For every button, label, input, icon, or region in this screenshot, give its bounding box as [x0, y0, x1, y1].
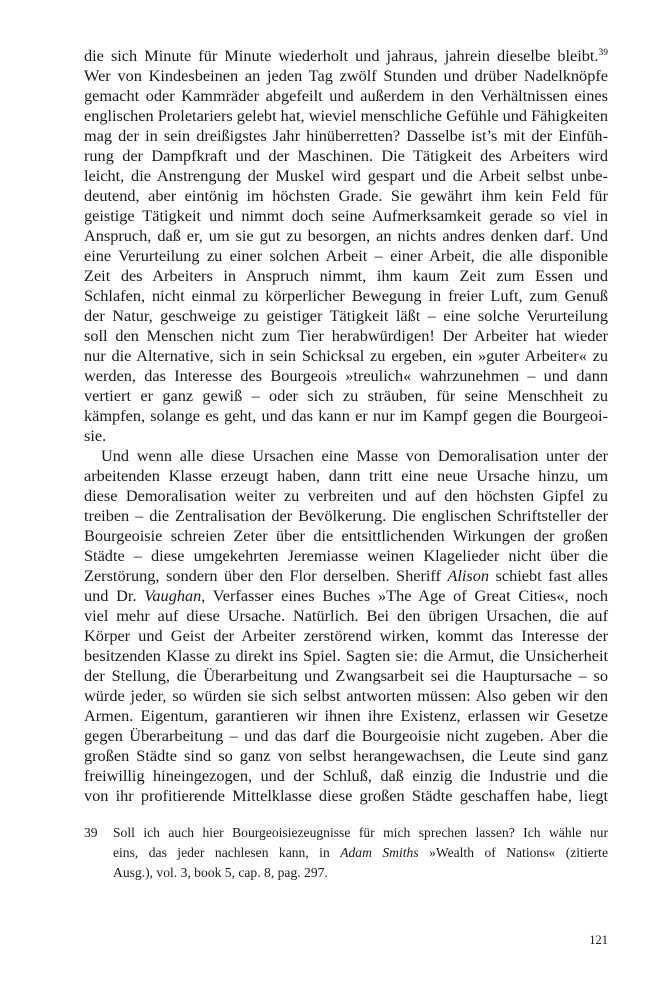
text-line: deutend, aber eintönig im höchsten Grade. Sie gewährt ihm kein Feld für	[84, 186, 608, 205]
text-line: Zeit des Arbeiters in Anspruch nimmt, ihm kaum Zeit zum Essen und	[84, 266, 608, 285]
text-line: nur die Alternative, sich in sein Schicksal zu ergeben, ein »guter Arbeiter« zu	[84, 346, 608, 365]
text-line: viel mehr auf diese Ursache. Natürlich. Bei den übrigen Ursachen, die auf	[84, 606, 608, 625]
text-line: großen Städte sind so ganz von selbst herangewachsen, die Leute sind ganz	[84, 746, 608, 765]
author-name-alison: Alison	[447, 566, 490, 585]
text-line: Wer von Kindesbeinen an jeden Tag zwölf Stunden und drüber Nadelknöpfe	[84, 66, 608, 85]
text-line: arbeitenden Klasse erzeugt haben, dann tritt eine neue Ursache hinzu, um	[84, 466, 608, 485]
footnote-line: eins, das jeder nachlesen kann, in Adam Smiths »Wealth of Nations« (zitierte	[113, 845, 608, 860]
text-line: rung der Dampfkraft und der Maschinen. Die Tätigkeit des Arbeiters wird	[84, 146, 608, 165]
text-line: treiben – die Zentralisation der Bevölkerung. Die englischen Schriftsteller der	[84, 506, 608, 525]
text-line: besitzenden Klasse zu direkt ins Spiel. Sagten sie: die Armut, die Unsicherheit	[84, 646, 608, 665]
page-number: 121	[589, 933, 608, 947]
text-line: würde jeder, so würden sie sich selbst antworten müssen: Also geben wir den	[84, 686, 608, 705]
text-line: sie.	[84, 426, 107, 445]
text-line: freiwillig hineingezogen, und der Schluß, daß einzig die Industrie und die	[84, 766, 608, 785]
text-line: Armen. Eigentum, garantieren wir ihnen ihre Existenz, erlassen wir Gesetze	[84, 706, 608, 725]
footnote-reference[interactable]: 39	[598, 48, 608, 58]
text-line: Zerstörung, sondern über den Flor derselben. Sheriff Alison schiebt fast alles	[84, 566, 608, 585]
text-line: gemacht oder Kammräder abgefeilt und außerdem in den Verhältnissen eines	[84, 86, 608, 105]
text-line: und Dr. Vaughan, Verfasser eines Buches »The Age of Great Cities«, noch	[84, 586, 608, 605]
text-line: die sich Minute für Minute wiederholt und jahraus, jahrein dieselbe bleibt.$^{39}$	[84, 46, 608, 65]
text-line: leicht, die Anstrengung der Muskel wird gespart und die Arbeit selbst unbe-	[84, 166, 608, 185]
text-line: eine Verurteilung zu einer solchen Arbeit – einer Arbeit, die alle disponible	[84, 246, 608, 265]
text-line: vertiert er ganz gewiß – oder sich zu sträuben, für seine Menschheit zu	[84, 386, 608, 405]
text-line: werden, das Interesse des Bourgeois »treulich« wahrzunehmen – und dann	[84, 366, 608, 385]
text-line: geistige Tätigkeit und nimmt doch seine Aufmerksamkeit gerade so viel in	[84, 206, 608, 225]
text-line: von ihr profitierende Mittelklasse diese großen Städte geschaffen habe, liegt	[84, 786, 608, 805]
footnote-number: 39	[84, 825, 98, 840]
text-line: Körper und Geist der Arbeiter zerstörend wirken, kommt das Interesse der	[84, 626, 608, 645]
text-line: mag der in sein dreißigstes Jahr hinüberretten? Dasselbe ist’s mit der Einfüh-	[84, 126, 608, 145]
footnote-line: Ausg.), vol. 3, book 5, cap. 8, pag. 297.	[113, 865, 328, 880]
footnote-author: Adam Smiths	[340, 845, 419, 860]
author-name-vaughan: Vaughan,	[144, 586, 206, 605]
text-line: diese Demoralisation weiter zu verbreiten und auf den höchsten Gipfel zu	[84, 486, 608, 505]
text-line: kämpfen, solange es geht, und das kann er nur im Kampf gegen die Bourgeoi-	[84, 406, 608, 425]
footnote-line: Soll ich auch hier Bourgeoisiezeugnisse für mich sprechen lassen? Ich wähle nur	[113, 825, 608, 840]
text-line: soll den Menschen nicht zum Tier herabwürdigen! Der Arbeiter hat wieder	[84, 326, 608, 345]
text-line: gegen Überarbeitung – und das darf die Bourgeoisie nicht zugeben. Aber die	[84, 726, 608, 745]
text-line: Und wenn alle diese Ursachen eine Masse von Demoralisation unter der	[101, 446, 608, 465]
text-line: Städte – diese umgekehrten Jeremiasse weinen Klagelieder nicht über die	[84, 546, 608, 565]
text-line: Bourgeoisie schreien Zeter über die entsittlichenden Wirkungen der großen	[84, 526, 608, 545]
text-line: englischen Proletariers gelebt hat, wieviel menschliche Gefühle und Fähigkeiten	[84, 106, 608, 125]
text-line: der Stellung, die Überarbeitung und Zwangsarbeit sei die Hauptursache – so	[84, 666, 608, 685]
text-line: Anspruch, daß er, um sie gut zu besorgen, an nichts andres denken darf. Und	[84, 226, 608, 245]
text-line: Schlafen, nicht einmal zu körperlicher Bewegung in freier Luft, zum Genuß	[84, 286, 608, 305]
text-line: der Natur, geschweige zu geistiger Tätigkeit läßt – eine solche Verurteilung	[84, 306, 608, 325]
